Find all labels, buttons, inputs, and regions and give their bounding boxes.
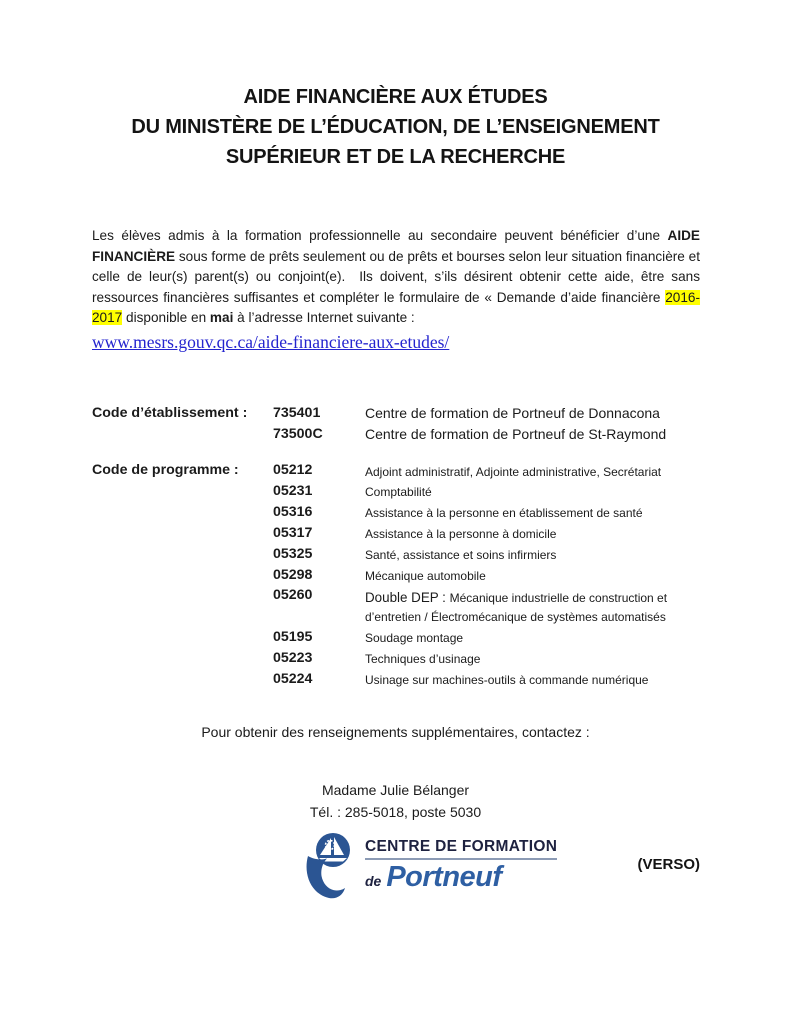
program-name-text: Mécanique industrielle de construction et d’entretien / Électromécanique de systèmes automatisés	[365, 590, 668, 625]
table-row	[92, 586, 700, 627]
table-row	[92, 503, 700, 524]
intro-text: à l’adresse Internet suivante :	[233, 310, 415, 326]
intro-section	[92, 226, 700, 355]
contact-intro: Pour obtenir des renseignements supplémentaires, contactez :	[201, 724, 590, 740]
logo-de: de	[365, 873, 382, 889]
logo-portneuf: Portneuf	[386, 861, 502, 893]
program-code: 05212	[273, 462, 313, 478]
program-code: 05317	[273, 524, 313, 541]
logo-centre-de-formation: CENTRE DE FORMATION	[365, 838, 557, 860]
logo-text	[365, 838, 557, 894]
highlighted-year: 2016-2017	[92, 289, 700, 326]
table-row	[92, 461, 700, 482]
program-code: 05231	[273, 482, 313, 499]
contact-name: Madame Julie Bélanger	[321, 782, 470, 798]
intro-text: disponible en	[122, 310, 210, 326]
program-name: Comptabilité	[365, 485, 432, 500]
establishment-section	[92, 403, 700, 444]
table-row	[92, 482, 700, 503]
establishment-name: Centre de formation de Portneuf de Donnacona	[365, 405, 660, 421]
centre-de-formation-logo	[299, 832, 557, 900]
intro-bold-aide-financiere: AIDE FINANCIÈRE	[92, 228, 700, 264]
program-name: Assistance à la personne à domicile	[365, 527, 557, 542]
title-line-1: AIDE FINANCIÈRE AUX ÉTUDES	[243, 86, 548, 108]
table-row	[92, 566, 700, 587]
program-label: Code de programme :	[92, 462, 239, 478]
financial-aid-link[interactable]: www.mesrs.gouv.qc.ca/aide-financiere-aux-etudes/	[92, 331, 450, 352]
portneuf-logo-icon	[299, 832, 361, 900]
program-name: Santé, assistance et soins infirmiers	[365, 548, 557, 563]
program-name: Soudage montage	[365, 631, 464, 646]
verso-note: (VERSO)	[637, 856, 700, 873]
title-line-2: DU MINISTÈRE DE L’ÉDUCATION, DE L’ENSEIGNEMENT	[131, 116, 660, 138]
intro-bold-mai: mai	[209, 310, 234, 326]
establishment-name: Centre de formation de Portneuf de St-Raymond	[365, 425, 667, 442]
program-name: Techniques d’usinage	[365, 652, 481, 667]
intro-text: Les élèves admis à la formation professionnelle au secondaire peuvent bénéficier d’une	[92, 228, 668, 243]
table-row	[92, 628, 700, 649]
establishment-code: 73500C	[273, 425, 323, 442]
program-name: Adjoint administratif, Adjointe administrative, Secrétariat	[365, 464, 662, 479]
program-name-prefix: Double DEP :	[365, 589, 450, 605]
program-code: 05195	[273, 628, 313, 645]
program-code: 05223	[273, 649, 313, 666]
program-code: 05316	[273, 503, 313, 520]
intro-paragraph	[92, 226, 700, 329]
title-line-3: SUPÉRIEUR ET DE LA RECHERCHE	[225, 146, 566, 168]
page-title	[0, 82, 791, 172]
program-name: Assistance à la personne en établissement de santé	[365, 506, 643, 521]
program-name: Usinage sur machines-outils à commande numérique	[365, 673, 649, 688]
url-line	[92, 332, 700, 355]
table-row	[92, 670, 700, 691]
program-name: Mécanique automobile	[365, 569, 486, 584]
program-name	[365, 586, 700, 627]
table-row	[92, 403, 700, 424]
establishment-label: Code d’établissement :	[92, 405, 248, 421]
program-section	[92, 461, 700, 690]
establishment-code: 735401	[273, 405, 321, 421]
intro-text: sous forme de prêts seulement ou de prêts et bourses selon leur situation financière et celle de leur(s) parent(s) ou conjoint(e). Ils doivent, s’ils désirent obtenir cette aide, être sans ressources financières suffisantes et compléter le formulaire de « Demande d’aide financière	[92, 248, 700, 305]
program-code: 05298	[273, 566, 313, 583]
table-row	[92, 649, 700, 670]
contact-phone: Tél. : 285-5018, poste 5030	[309, 804, 482, 820]
program-code: 05224	[273, 670, 313, 687]
table-row	[92, 524, 700, 545]
table-row	[92, 424, 700, 445]
program-code: 05325	[273, 545, 313, 562]
program-code: 05260	[273, 587, 313, 604]
table-row	[92, 545, 700, 566]
